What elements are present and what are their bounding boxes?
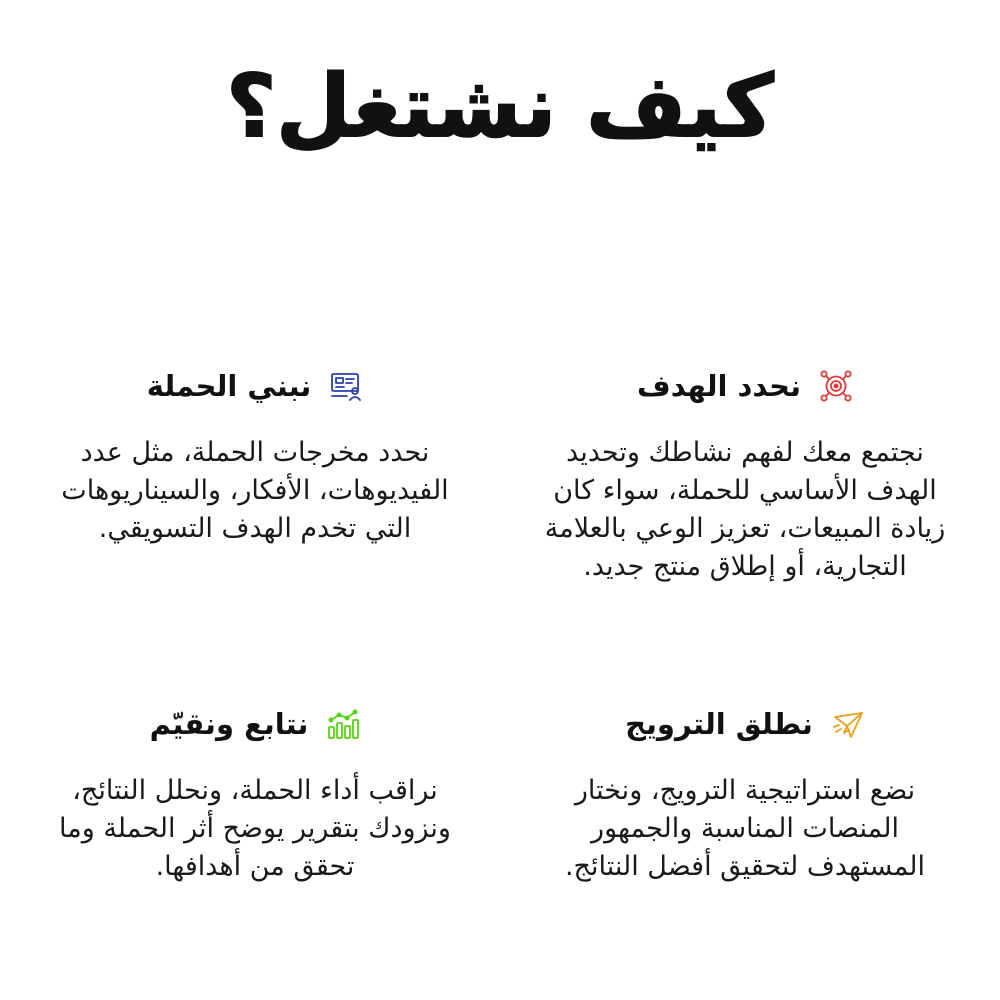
step-description: نضع استراتيجية الترويج، ونختار المنصات المناسبة والجمهور المستهدف لتحقيق أفضل النتائج. <box>564 775 926 882</box>
step-description: نحدد مخرجات الحملة، مثل عدد الفيديوهات، الأفكار، والسيناريوهات التي تخدم الهدف التسويقي. <box>61 437 449 544</box>
step-card-goal <box>530 366 960 586</box>
step-header <box>530 704 960 744</box>
step-description: نجتمع معك لفهم نشاطك وتحديد الهدف الأساسي للحملة، سواء كان زيادة المبيعات، تعزيز الوعي بالعلامة التجارية، أو إطلاق منتج جديد. <box>544 437 946 582</box>
step-title: نحدد الهدف <box>637 369 801 403</box>
presentation-icon <box>329 369 363 403</box>
step-card-build <box>40 366 470 548</box>
paper-plane-icon <box>831 707 865 741</box>
step-title: نتابع ونقيّم <box>149 707 309 741</box>
step-header <box>40 704 470 744</box>
step-header <box>40 366 470 406</box>
step-title: نبني الحملة <box>146 369 312 403</box>
step-card-promote <box>530 704 960 886</box>
analytics-icon <box>326 707 360 741</box>
step-description: نراقب أداء الحملة، ونحلل النتائج، ونزودك بتقرير يوضح أثر الحملة وما تحقق من أهدافها. <box>59 775 451 882</box>
step-card-track <box>40 704 470 886</box>
step-header <box>530 366 960 406</box>
step-title: نطلق الترويج <box>625 707 813 741</box>
target-icon <box>819 369 853 403</box>
page-title: كيف نشتغل؟ <box>226 57 774 157</box>
